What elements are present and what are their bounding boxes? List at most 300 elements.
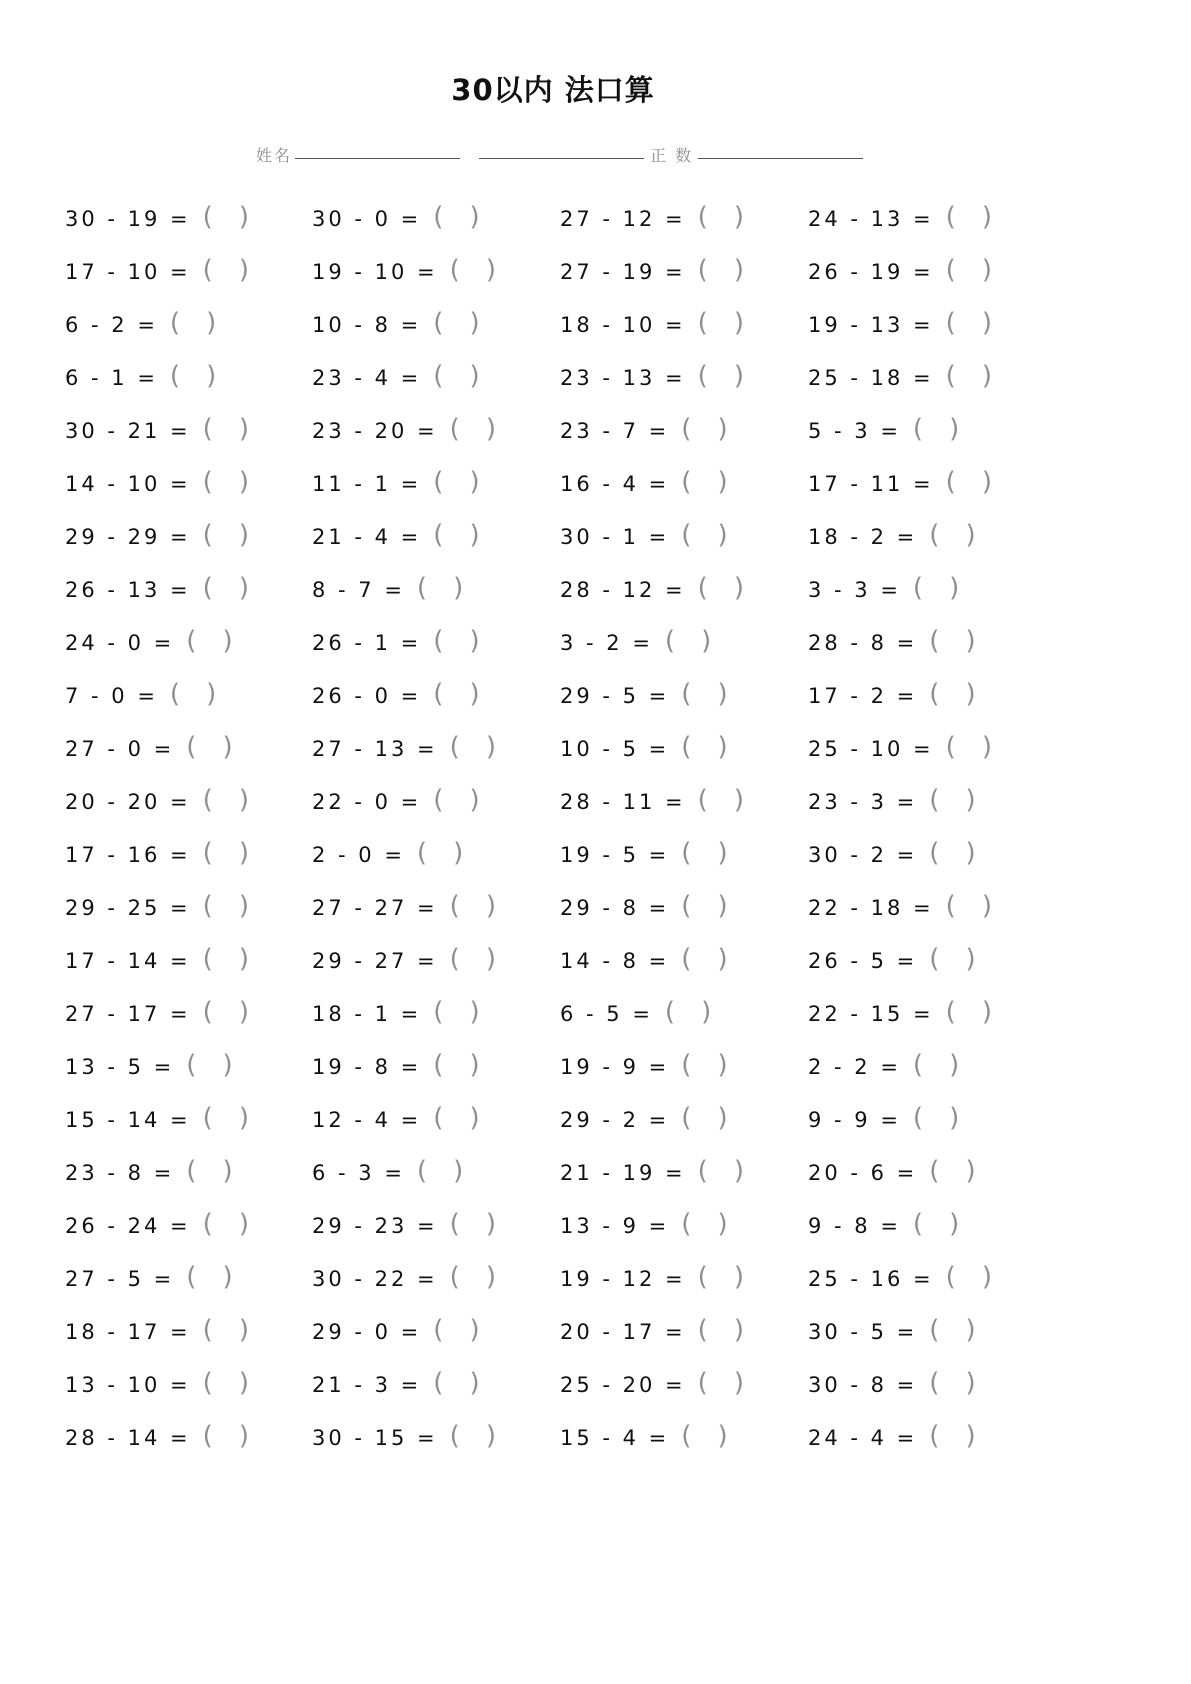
- close-paren: ): [981, 361, 992, 391]
- problem-item: [808, 246, 992, 299]
- answer-blank[interactable]: [203, 935, 249, 983]
- open-paren: (: [202, 891, 213, 921]
- name-field[interactable]: [295, 158, 460, 159]
- equation-text: 27 - 17 =: [65, 1002, 191, 1026]
- problem-row: [0, 670, 1106, 723]
- close-paren: ): [965, 1315, 976, 1345]
- close-paren: ): [717, 1421, 728, 1451]
- answer-blank[interactable]: [929, 617, 975, 665]
- close-paren: ): [981, 891, 992, 921]
- close-paren: ): [965, 838, 976, 868]
- problem-item: [65, 1200, 249, 1253]
- problem-item: [560, 670, 728, 723]
- answer-blank[interactable]: [170, 352, 216, 400]
- answer-blank[interactable]: [203, 193, 249, 241]
- answer-blank[interactable]: [203, 458, 249, 506]
- answer-blank[interactable]: [681, 1041, 727, 1089]
- problem-item: [65, 1253, 233, 1306]
- equation-text: 3 - 3 =: [808, 578, 901, 602]
- problem-item: [808, 1359, 976, 1412]
- problem-item: [808, 1306, 976, 1359]
- problem-item: [65, 988, 249, 1041]
- equation-text: 5 - 3 =: [808, 419, 901, 443]
- problem-row: [0, 617, 1106, 670]
- equation-text: 9 - 9 =: [808, 1108, 901, 1132]
- answer-blank[interactable]: [929, 1306, 975, 1354]
- close-paren: ): [949, 1103, 960, 1133]
- close-paren: ): [965, 679, 976, 709]
- answer-blank[interactable]: [186, 723, 232, 771]
- close-paren: ): [469, 202, 480, 232]
- answer-blank[interactable]: [681, 458, 727, 506]
- open-paren: (: [697, 785, 708, 815]
- open-paren: (: [202, 202, 213, 232]
- close-paren: ): [222, 732, 233, 762]
- answer-blank[interactable]: [929, 511, 975, 559]
- answer-blank[interactable]: [450, 1412, 496, 1460]
- problem-row: [0, 829, 1106, 882]
- problem-item: [808, 829, 976, 882]
- problem-item: [312, 935, 496, 988]
- equation-text: 14 - 8 =: [560, 949, 670, 973]
- answer-blank[interactable]: [203, 988, 249, 1036]
- answer-blank[interactable]: [203, 564, 249, 612]
- problem-item: [312, 1200, 496, 1253]
- answer-blank[interactable]: [946, 723, 992, 771]
- open-paren: (: [433, 1368, 444, 1398]
- equation-text: 20 - 6 =: [808, 1161, 918, 1185]
- open-paren: (: [202, 573, 213, 603]
- open-paren: (: [433, 202, 444, 232]
- close-paren: ): [469, 1315, 480, 1345]
- open-paren: (: [681, 520, 692, 550]
- close-paren: ): [238, 838, 249, 868]
- close-paren: ): [981, 1262, 992, 1292]
- answer-blank[interactable]: [946, 882, 992, 930]
- problem-item: [808, 723, 992, 776]
- equation-text: 29 - 25 =: [65, 896, 191, 920]
- problem-item: [312, 1306, 480, 1359]
- problem-row: [0, 1147, 1106, 1200]
- open-paren: (: [697, 255, 708, 285]
- close-paren: ): [981, 255, 992, 285]
- equation-text: 28 - 8 =: [808, 631, 918, 655]
- open-paren: (: [186, 1156, 197, 1186]
- close-paren: ): [733, 573, 744, 603]
- answer-blank[interactable]: [433, 776, 479, 824]
- problem-item: [560, 882, 728, 935]
- problem-item: [808, 511, 976, 564]
- open-paren: (: [912, 1050, 924, 1080]
- answer-blank[interactable]: [681, 1412, 727, 1460]
- answer-blank[interactable]: [203, 1094, 249, 1142]
- problem-row: [0, 1253, 1106, 1306]
- close-paren: ): [949, 1050, 960, 1080]
- problem-item: [65, 723, 233, 776]
- close-paren: ): [701, 626, 712, 656]
- answer-blank[interactable]: [433, 670, 479, 718]
- close-paren: ): [949, 414, 960, 444]
- answer-blank[interactable]: [186, 1147, 232, 1195]
- problem-item: [65, 299, 216, 352]
- answer-blank[interactable]: [450, 882, 496, 930]
- equation-text: 28 - 14 =: [65, 1426, 191, 1450]
- equation-text: 21 - 4 =: [312, 525, 422, 549]
- answer-blank[interactable]: [913, 1041, 959, 1089]
- close-paren: ): [238, 255, 249, 285]
- close-paren: ): [206, 679, 217, 709]
- problem-item: [808, 776, 976, 829]
- equation-text: 25 - 10 =: [808, 737, 934, 761]
- close-paren: ): [981, 997, 992, 1027]
- equation-text: 27 - 12 =: [560, 207, 686, 231]
- answer-blank[interactable]: [203, 1200, 249, 1248]
- problem-item: [65, 405, 249, 458]
- answer-blank[interactable]: [433, 511, 479, 559]
- answer-blank[interactable]: [450, 723, 496, 771]
- equation-text: 24 - 0 =: [65, 631, 175, 655]
- answer-blank[interactable]: [433, 1041, 479, 1089]
- open-paren: (: [929, 520, 940, 550]
- answer-blank[interactable]: [913, 1094, 959, 1142]
- close-paren: ): [717, 1050, 728, 1080]
- close-paren: ): [485, 944, 496, 974]
- problem-item: [808, 352, 992, 405]
- open-paren: (: [929, 1156, 940, 1186]
- equation-text: 12 - 4 =: [312, 1108, 422, 1132]
- problem-row: [0, 1094, 1106, 1147]
- equation-text: 11 - 1 =: [312, 472, 422, 496]
- problem-item: [560, 829, 728, 882]
- open-paren: (: [169, 679, 181, 709]
- equation-text: 30 - 8 =: [808, 1373, 918, 1397]
- answer-blank[interactable]: [450, 1200, 496, 1248]
- problem-row: [0, 564, 1106, 617]
- open-paren: (: [929, 1368, 940, 1398]
- problem-row: [0, 246, 1106, 299]
- answer-blank[interactable]: [929, 1412, 975, 1460]
- problem-item: [560, 617, 711, 670]
- close-paren: ): [733, 1368, 744, 1398]
- close-paren: ): [453, 573, 464, 603]
- answer-blank[interactable]: [665, 617, 711, 665]
- close-paren: ): [733, 361, 744, 391]
- answer-blank[interactable]: [929, 776, 975, 824]
- problem-item: [312, 776, 480, 829]
- open-paren: (: [169, 361, 181, 391]
- equation-text: 26 - 0 =: [312, 684, 422, 708]
- answer-blank[interactable]: [698, 193, 744, 241]
- answer-blank[interactable]: [450, 935, 496, 983]
- open-paren: (: [202, 997, 213, 1027]
- answer-blank[interactable]: [203, 882, 249, 930]
- open-paren: (: [664, 626, 676, 656]
- answer-blank[interactable]: [203, 511, 249, 559]
- open-paren: (: [697, 202, 708, 232]
- answer-blank[interactable]: [929, 1147, 975, 1195]
- open-paren: (: [681, 891, 692, 921]
- problem-item: [65, 1041, 233, 1094]
- open-paren: (: [945, 255, 956, 285]
- answer-blank[interactable]: [698, 352, 744, 400]
- answer-blank[interactable]: [665, 988, 711, 1036]
- equation-text: 30 - 1 =: [560, 525, 670, 549]
- open-paren: (: [433, 361, 444, 391]
- answer-blank[interactable]: [203, 1306, 249, 1354]
- answer-blank[interactable]: [929, 1359, 975, 1407]
- score-field[interactable]: [698, 158, 863, 159]
- answer-blank[interactable]: [203, 1412, 249, 1460]
- close-paren: ): [238, 785, 249, 815]
- equation-text: 17 - 16 =: [65, 843, 191, 867]
- problem-item: [312, 617, 480, 670]
- close-paren: ): [469, 997, 480, 1027]
- open-paren: (: [945, 732, 956, 762]
- answer-blank[interactable]: [946, 1253, 992, 1301]
- answer-blank[interactable]: [946, 246, 992, 294]
- answer-blank[interactable]: [698, 1147, 744, 1195]
- close-paren: ): [717, 1209, 728, 1239]
- problem-row: [0, 1200, 1106, 1253]
- open-paren: (: [433, 520, 444, 550]
- problem-item: [808, 1253, 992, 1306]
- problem-item: [808, 405, 959, 458]
- equation-text: 23 - 8 =: [65, 1161, 175, 1185]
- open-paren: (: [697, 1156, 708, 1186]
- open-paren: (: [202, 838, 213, 868]
- answer-blank[interactable]: [946, 352, 992, 400]
- answer-blank[interactable]: [681, 829, 727, 877]
- answer-blank[interactable]: [698, 1253, 744, 1301]
- close-paren: ): [981, 308, 992, 338]
- close-paren: ): [485, 732, 496, 762]
- answer-blank[interactable]: [203, 776, 249, 824]
- open-paren: (: [945, 1262, 956, 1292]
- answer-blank[interactable]: [433, 1306, 479, 1354]
- answer-blank[interactable]: [186, 1041, 232, 1089]
- problem-item: [808, 1200, 959, 1253]
- close-paren: ): [469, 467, 480, 497]
- answer-blank[interactable]: [203, 1359, 249, 1407]
- open-paren: (: [449, 732, 460, 762]
- close-paren: ): [238, 944, 249, 974]
- problem-item: [808, 882, 992, 935]
- close-paren: ): [965, 785, 976, 815]
- open-paren: (: [449, 891, 460, 921]
- answer-blank[interactable]: [929, 670, 975, 718]
- open-paren: (: [202, 414, 213, 444]
- equation-text: 23 - 13 =: [560, 366, 686, 390]
- answer-blank[interactable]: [186, 1253, 232, 1301]
- close-paren: ): [717, 414, 728, 444]
- close-paren: ): [965, 1368, 976, 1398]
- answer-blank[interactable]: [681, 723, 727, 771]
- answer-blank[interactable]: [203, 829, 249, 877]
- open-paren: (: [945, 891, 956, 921]
- equation-text: 6 - 1 =: [65, 366, 158, 390]
- problem-row: [0, 882, 1106, 935]
- problem-item: [65, 670, 216, 723]
- open-paren: (: [697, 1315, 708, 1345]
- answer-blank[interactable]: [946, 299, 992, 347]
- equation-text: 15 - 14 =: [65, 1108, 191, 1132]
- open-paren: (: [697, 1262, 708, 1292]
- answer-blank[interactable]: [698, 776, 744, 824]
- open-paren: (: [697, 573, 708, 603]
- answer-blank[interactable]: [681, 1200, 727, 1248]
- answer-blank[interactable]: [170, 299, 216, 347]
- answer-blank[interactable]: [433, 988, 479, 1036]
- equation-text: 24 - 4 =: [808, 1426, 918, 1450]
- blank-field[interactable]: [479, 158, 644, 159]
- answer-blank[interactable]: [946, 458, 992, 506]
- answer-blank[interactable]: [913, 564, 959, 612]
- answer-blank[interactable]: [433, 299, 479, 347]
- equation-text: 30 - 15 =: [312, 1426, 438, 1450]
- problem-row: [0, 988, 1106, 1041]
- problem-item: [560, 1359, 744, 1412]
- answer-blank[interactable]: [681, 882, 727, 930]
- open-paren: (: [202, 1315, 213, 1345]
- answer-blank[interactable]: [681, 935, 727, 983]
- problem-row: [0, 1359, 1106, 1412]
- problem-item: [312, 511, 480, 564]
- answer-blank[interactable]: [929, 829, 975, 877]
- answer-blank[interactable]: [203, 405, 249, 453]
- equation-text: 13 - 10 =: [65, 1373, 191, 1397]
- answer-blank[interactable]: [681, 1094, 727, 1142]
- answer-blank[interactable]: [203, 246, 249, 294]
- answer-blank[interactable]: [186, 617, 232, 665]
- problem-item: [312, 1253, 496, 1306]
- problem-item: [312, 1359, 480, 1412]
- answer-blank[interactable]: [698, 299, 744, 347]
- equation-text: 19 - 12 =: [560, 1267, 686, 1291]
- answer-blank[interactable]: [698, 1306, 744, 1354]
- answer-blank[interactable]: [433, 352, 479, 400]
- close-paren: ): [238, 573, 249, 603]
- open-paren: (: [912, 1209, 924, 1239]
- equation-text: 27 - 5 =: [65, 1267, 175, 1291]
- problem-item: [560, 1200, 728, 1253]
- equation-text: 30 - 21 =: [65, 419, 191, 443]
- open-paren: (: [912, 1103, 924, 1133]
- problem-item: [312, 405, 496, 458]
- close-paren: ): [965, 944, 976, 974]
- problem-item: [312, 458, 480, 511]
- open-paren: (: [186, 1050, 197, 1080]
- equation-text: 23 - 4 =: [312, 366, 422, 390]
- answer-blank[interactable]: [913, 1200, 959, 1248]
- equation-text: 18 - 10 =: [560, 313, 686, 337]
- answer-blank[interactable]: [681, 405, 727, 453]
- problem-row: [0, 458, 1106, 511]
- problem-row: [0, 1041, 1106, 1094]
- answer-blank[interactable]: [681, 511, 727, 559]
- close-paren: ): [733, 785, 744, 815]
- equation-text: 30 - 22 =: [312, 1267, 438, 1291]
- answer-blank[interactable]: [417, 564, 463, 612]
- problem-item: [560, 988, 711, 1041]
- equation-text: 28 - 12 =: [560, 578, 686, 602]
- open-paren: (: [945, 361, 956, 391]
- open-paren: (: [697, 1368, 708, 1398]
- problem-row: [0, 193, 1106, 246]
- answer-blank[interactable]: [433, 617, 479, 665]
- answer-blank[interactable]: [433, 193, 479, 241]
- open-paren: (: [681, 732, 692, 762]
- equation-text: 30 - 2 =: [808, 843, 918, 867]
- answer-blank[interactable]: [698, 564, 744, 612]
- problem-item: [560, 405, 728, 458]
- problem-item: [65, 352, 216, 405]
- answer-blank[interactable]: [450, 1253, 496, 1301]
- close-paren: ): [238, 520, 249, 550]
- close-paren: ): [469, 1050, 480, 1080]
- answer-blank[interactable]: [913, 405, 959, 453]
- answer-blank[interactable]: [946, 193, 992, 241]
- equation-text: 26 - 1 =: [312, 631, 422, 655]
- answer-blank[interactable]: [450, 405, 496, 453]
- answer-blank[interactable]: [417, 829, 463, 877]
- answer-blank[interactable]: [450, 246, 496, 294]
- problem-item: [312, 882, 496, 935]
- answer-blank[interactable]: [417, 1147, 463, 1195]
- close-paren: ): [717, 944, 728, 974]
- open-paren: (: [202, 1421, 213, 1451]
- answer-blank[interactable]: [681, 670, 727, 718]
- close-paren: ): [238, 997, 249, 1027]
- open-paren: (: [681, 944, 692, 974]
- close-paren: ): [453, 1156, 464, 1186]
- open-paren: (: [202, 1368, 213, 1398]
- equation-text: 27 - 27 =: [312, 896, 438, 920]
- problem-item: [312, 352, 480, 405]
- answer-blank[interactable]: [433, 1359, 479, 1407]
- problem-item: [560, 935, 728, 988]
- problem-item: [560, 1306, 744, 1359]
- problem-item: [65, 564, 249, 617]
- equation-text: 2 - 2 =: [808, 1055, 901, 1079]
- close-paren: ): [222, 626, 233, 656]
- open-paren: (: [169, 308, 181, 338]
- close-paren: ): [206, 361, 217, 391]
- answer-blank[interactable]: [433, 1094, 479, 1142]
- answer-blank[interactable]: [698, 246, 744, 294]
- equation-text: 8 - 7 =: [312, 578, 405, 602]
- problem-item: [65, 776, 249, 829]
- open-paren: (: [681, 1421, 692, 1451]
- answer-blank[interactable]: [946, 988, 992, 1036]
- name-label: 姓名: [256, 146, 293, 165]
- open-paren: (: [929, 626, 940, 656]
- answer-blank[interactable]: [929, 935, 975, 983]
- close-paren: ): [733, 308, 744, 338]
- close-paren: ): [717, 679, 728, 709]
- close-paren: ): [485, 1209, 496, 1239]
- answer-blank[interactable]: [698, 1359, 744, 1407]
- problem-item: [312, 723, 496, 776]
- close-paren: ): [965, 1156, 976, 1186]
- answer-blank[interactable]: [433, 458, 479, 506]
- open-paren: (: [433, 785, 444, 815]
- problem-item: [560, 246, 744, 299]
- open-paren: (: [681, 1209, 692, 1239]
- problem-item: [808, 670, 976, 723]
- close-paren: ): [238, 1368, 249, 1398]
- equation-text: 7 - 0 =: [65, 684, 158, 708]
- answer-blank[interactable]: [170, 670, 216, 718]
